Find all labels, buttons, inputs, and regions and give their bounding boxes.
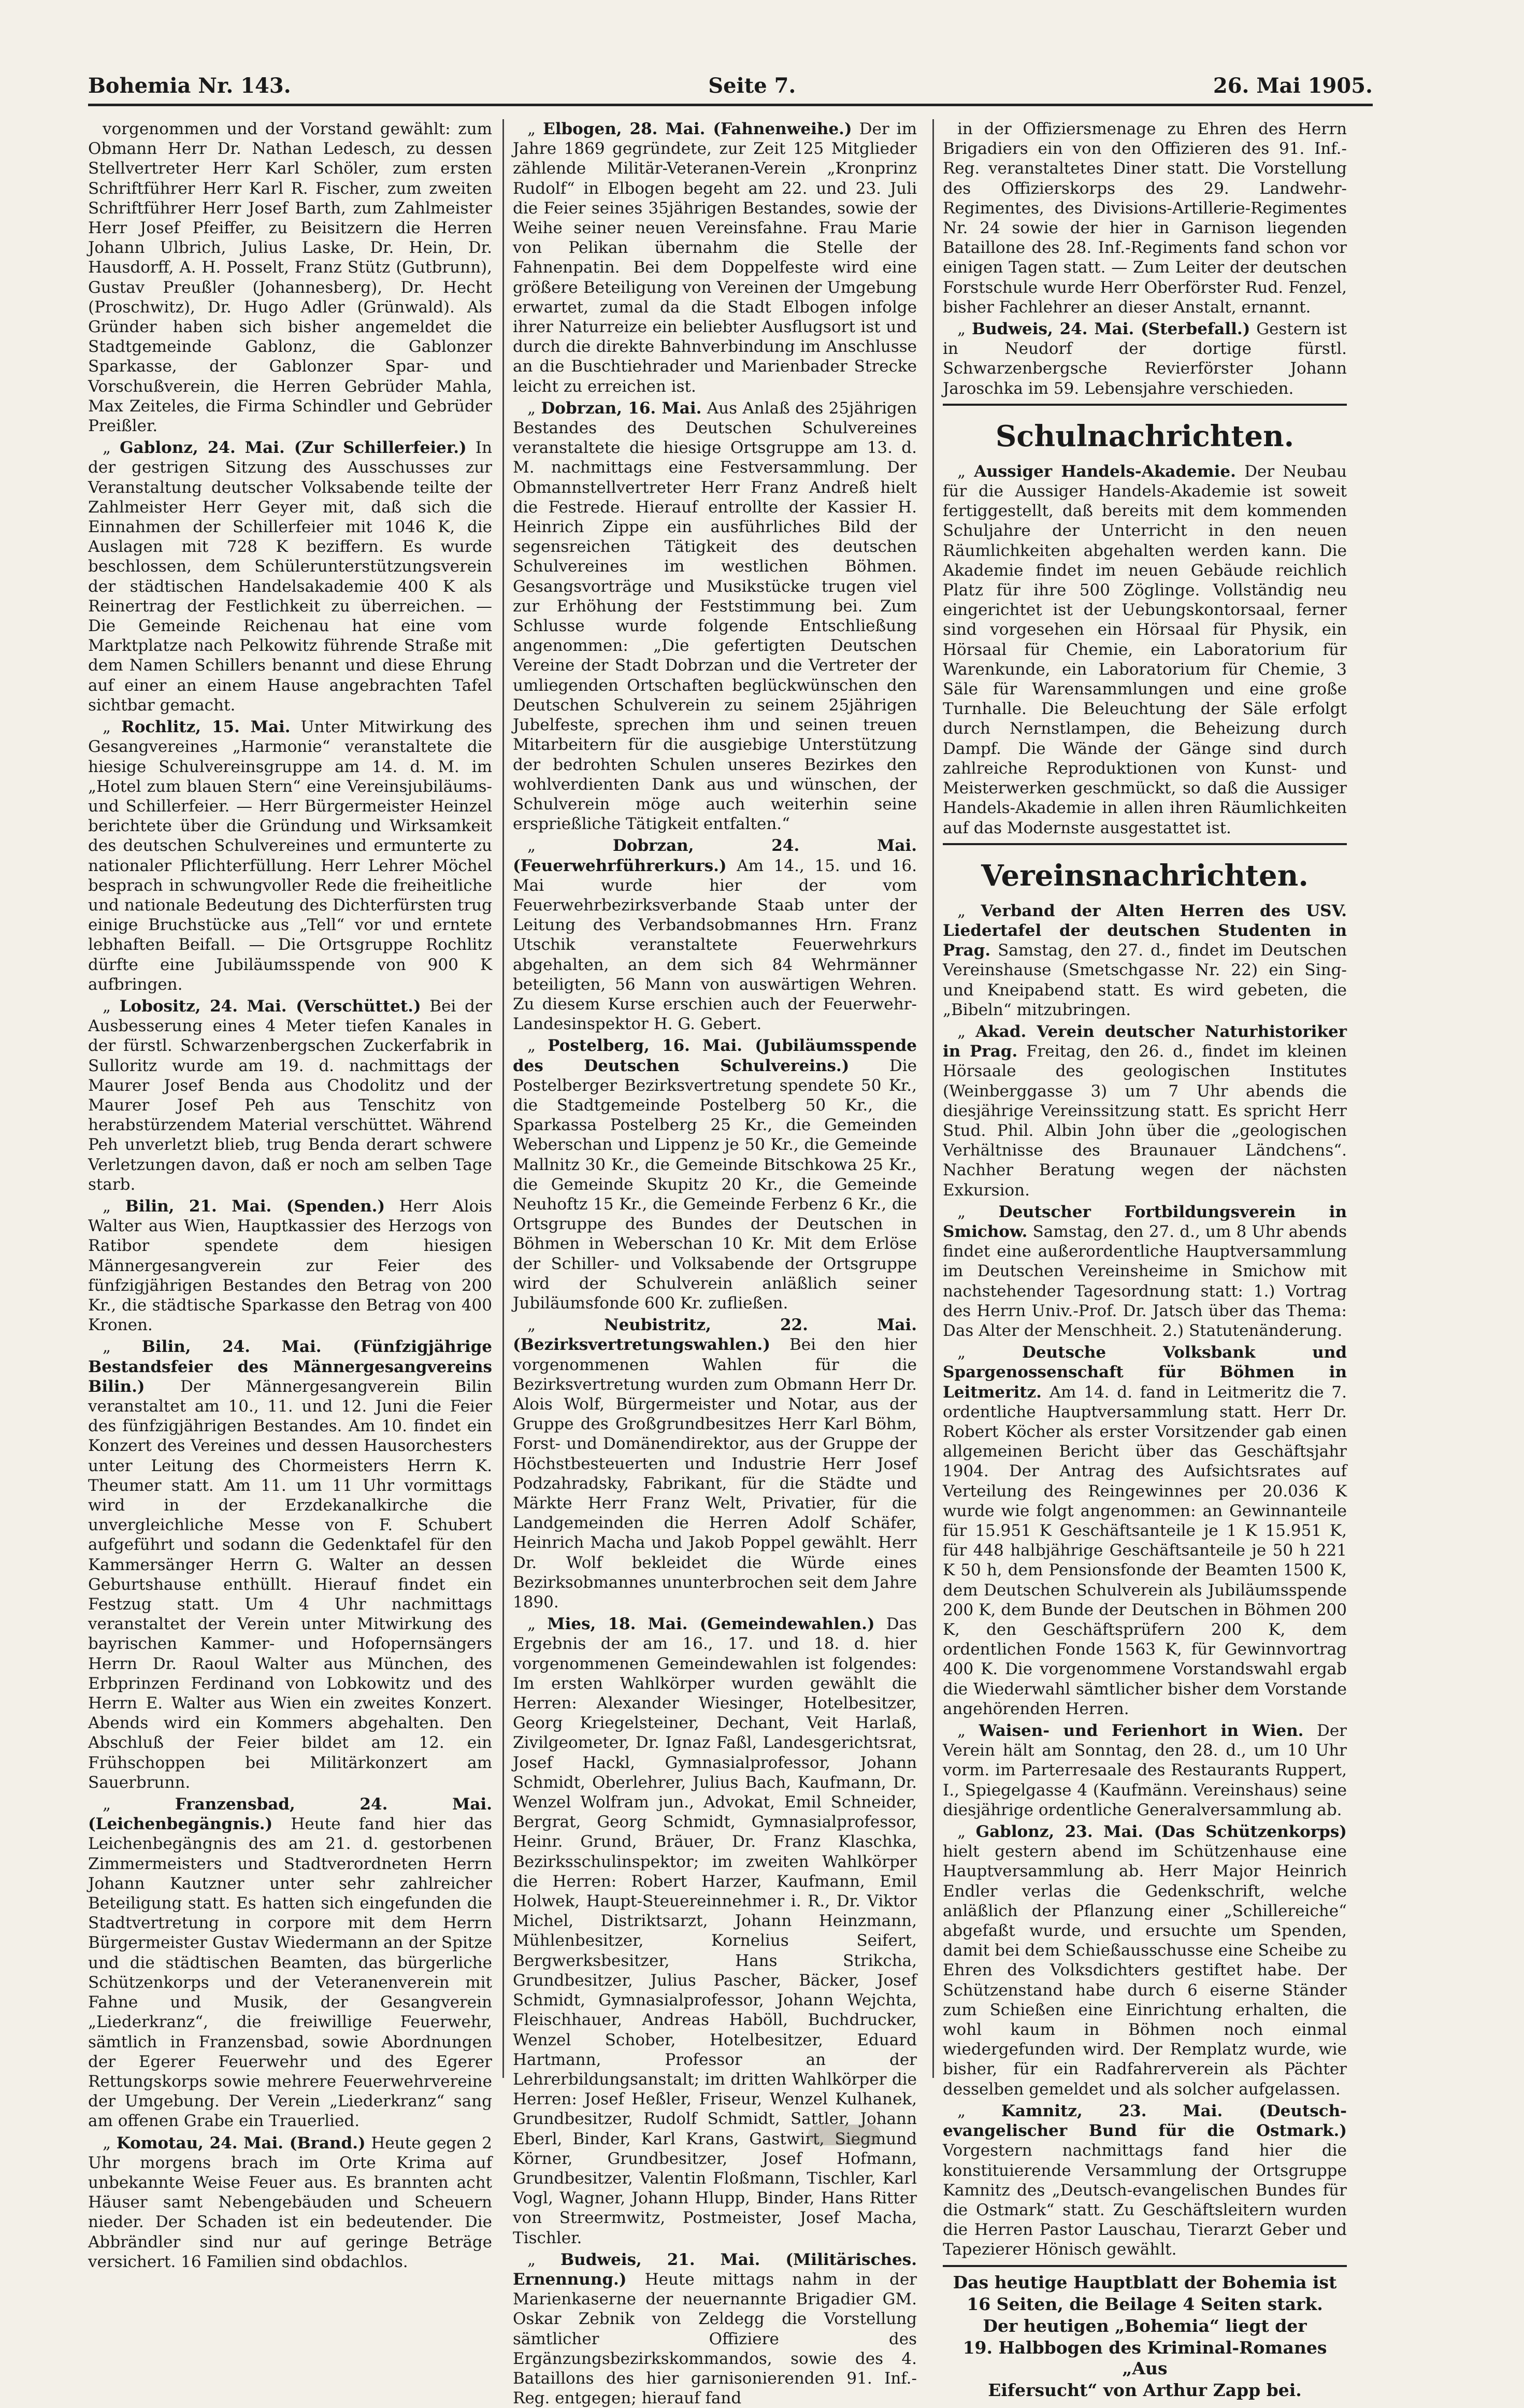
article-body: Bei der Ausbesserung eines 4 Meter tiefen Kanales in der fürstl. Schwarzenbergschen Zuckerfabrik in Sulloritz wurde am 19. d. nachmittags der Maurer Josef Benda aus Chodolitz und der Maurer Josef Peh aus Tenschitz von herabstürzendem Material verschüttet. Während Peh unverletzt blieb, trug Benda derart schwere Verletzungen davon, daß er noch am selben Tage starb.: [88, 996, 492, 1194]
article-headline: Bilin, 21. Mai. (Spenden.): [125, 1196, 385, 1216]
news-article: [513, 119, 917, 396]
news-article: [943, 1202, 1347, 1341]
news-article: [513, 1614, 917, 2248]
article-headline: Elbogen, 28. Mai. (Fahnenweihe.): [543, 120, 852, 138]
column-2: [513, 119, 917, 2408]
article-paragraph: „ Neubistritz, 22. Mai. (Bezirksvertretungswahlen.) Bei den hier vorgenommenen Wahlen für die Bezirksvertretung wurden zum Obmann Herr Dr. Alois Wolf, Bürgermeister und Notar, aus der Gruppe des Großgrundbesitzes Herr Karl Böhm, Forst- und Domänendirektor, aus der Gruppe der Höchstbesteuerten und Industrie Herr Josef Podzahradsky, Fabrikant, für die Städte und Märkte Herr Franz Welt, Privatier, für die Landgemeinden die Herren Adolf Schäfer, Heinrich Macha und Jakob Poppel gewählt. Herr Dr. Wolf bekleidet die Würde eines Bezirksobmannes ununterbrochen seit dem Jahre 1890.: [513, 1316, 917, 1612]
column-rule-2: [932, 119, 934, 2078]
article-body: Die Postelberger Bezirksvertretung spendete 50 Kr., die Stadtgemeinde Postelberg 50 Kr., die Sparkassa Postelberg 25 Kr., die Gemeinden Weberschan und Lippenz je 50 Kr., die Gemeinde Mallnitz 30 Kr., die Gemeinde Bitschkowa 25 Kr., die Gemeinde Skupitz 20 Kr., die Gemeinde Neuhoftz 15 Kr., die Gemeinde Ferbenz 6 Kr., die Ortsgruppe des Bundes der Deutschen in Böhmen in Weberschan 10 Kr. Mit dem Erlöse der Schiller- und Volksabende der Ortsgruppe wird der Schulverein anläßlich seiner Jubiläumsfonde 600 Kr. zufließen.: [513, 1056, 917, 1313]
article-body: Aus Anlaß des 25jährigen Bestandes des Deutschen Schulvereines veranstaltete die hiesige Ortsgruppe am 13. d. M. nachmittags eine Festversammlung. Der Obmannstellvertreter Herr Franz Andreß hielt die Festrede. Hierauf entrollte der Kassier H. Heinrich Zippe ein ausführliches Bild der segensreichen Tätigkeit des deutschen Schulvereines im westlichen Böhmen. Gesangsvorträge und Musikstücke trugen viel zur Erhöhung der Feststimmung bei. Zum Schlusse wurde folgende Entschließung angenommen: „Die gefertigten Deutschen Vereine der Stadt Dobrzan und die Vertreter der umliegenden Ortschaften beglückwünschen den Deutschen Schulverein zu seinem 25jährigen Jubelfeste, sprechen ihm und seinen treuen Mitarbeitern für die ausgiebige Unterstützung der bedrohten Schulen unseres Bezirkes den wohlverdienten Dank aus und wünschen, der Schulverein möge auch weiterhin seine ersprießliche Tätigkeit entfalten.“: [513, 398, 917, 834]
section-divider: [943, 843, 1347, 845]
article-headline: Verband der Alten Herren des USV. Liedertafel der deutschen Studenten in Prag.: [943, 901, 1347, 960]
article-headline: Dobrzan, 24. Mai. (Feuerwehrführerkurs.): [513, 836, 917, 875]
column-rule-1: [502, 119, 504, 2078]
notice-line: 16 Seiten, die Beilage 4 Seiten stark.: [967, 2293, 1323, 2314]
article-body: Heute gegen 2 Uhr morgens brach im Orte Krima auf unbekannte Weise Feuer aus. Es brannten acht Häuser samt Nebengebäuden und Scheuern nieder. Der Schaden ist ein bedeutender. Die Abbrändler sind nur auf geringe Beträge versichert. 16 Familien sind obdachlos.: [88, 2133, 492, 2271]
article-body: Der Männergesangverein Bilin veranstaltet am 10., 11. und 12. Juni die Feier des fünfzigjährigen Bestandes. Am 10. findet ein Konzert des Vereines und dessen Hausorchesters unter Leitung des Chormeisters Herrn K. Theumer statt. Am 11. um 11 Uhr vormittags wird in der Erzdekanalkirche die unvergleichliche Messe von F. Schubert aufgeführt und sodann die Gedenktafel für den Kammersänger Herrn G. Walter an dessen Geburtshause enthüllt. Hierauf findet ein Festzug statt. Um 4 Uhr nachmittags veranstaltet der Verein unter Mitwirkung des bayrischen Kammer- und Hofopernsängers Herrn Dr. Raoul Walter aus München, des Erbprinzen Ferdinand von Lobkowitz und des Herrn E. Walter aus Wien ein zweites Konzert. Abends wird ein Kommers abgehalten. Den Abschluß der Feier bildet am 12. ein Frühschoppen bei Militärkonzert am Sauerbrunn.: [88, 1377, 492, 1792]
article-paragraph: „ Mies, 18. Mai. (Gemeindewahlen.) Das Ergebnis der am 16., 17. und 18. d. hier vorgenommenen Gemeindewahlen ist folgendes: Im ersten Wahlkörper wurden gewählt die Herren: Alexander Wiesinger, Hotelbesitzer, Georg Kriegelsteiner, Dechant, Veit Harlaß, Zivilgeometer, Dr. Ignaz Faßl, Landesgerichtsrat, Josef Hackl, Gymnasialprofessor, Johann Schmidt, Oberlehrer, Julius Bach, Kaufmann, Dr. Wenzel Wolfram jun., Advokat, Emil Schneider, Bergrat, Georg Schmidt, Gymnasialprofessor, Heinr. Grund, Bräuer, Dr. Franz Klaschka, Bezirksschulinspektor; im zweiten Wahlkörper die Herren: Robert Harzer, Kaufmann, Emil Holwek, Haupt-Steuereinnehmer i. R., Dr. Viktor Michel, Distriktsarzt, Johann Heinzmann, Mühlenbesitzer, Kornelius Seifert, Bergwerksbesitzer, Hans Strikcha, Grundbesitzer, Julius Pascher, Bäcker, Josef Schmidt, Gymnasialprofessor, Johann Wejchta, Fleischhauer, Andreas Haböll, Buchdrucker, Wenzel Schober, Hotelbesitzer, Eduard Hartmann, Professor an der Lehrerbildungsanstalt; im dritten Wahlkörper die Herren: Josef Heßler, Friseur, Wenzel Kulhanek, Grundbesitzer, Rudolf Schmidt, Sattler, Johann Eberl, Binder, Karl Krans, Gastwirt, Siegmund Körner, Grundbesitzer, Josef Hofmann, Grundbesitzer, Valentin Floßmann, Tischler, Karl Vogl, Wagner, Johann Hlupp, Binder, Hans Ritter von Streermwitz, Postmeister, Josef Macha, Tischler.: [513, 1615, 917, 2247]
article-headline: Bilin, 24. Mai. (Fünfzigjährige Bestandsfeier des Männergesangvereins Bilin.): [88, 1337, 493, 1396]
article-headline: Gablonz, 24. Mai. (Zur Schillerfeier.): [120, 438, 467, 458]
article-paragraph: „ Deutsche Volksbank und Spargenossenschaft für Böhmen in Leitmeritz. Am 14. d. fand in Leitmeritz die 7. ordentliche Hauptversammlung statt. Herr Dr. Robert Köcher als erster Vorsitzender gab einen allgemeinen Bericht über das Geschäftsjahr 1904. Der Antrag des Aufsichtsrates auf Verteilung des Reingewinnes per 20.036 K wurde wie folgt angenommen: an Gewinnanteile für 15.951 K Geschäftsanteile je 1 K 15.951 K, für 448 halbjährige Geschäftsanteile je 50 h 221 K 50 h, dem Pensionsfonde der Beamten 1500 K, dem Deutschen Schulverein als Jubiläumsspende 200 K, dem Bunde der Deutschen in Böhmen 200 K, den Geschäftsprüfern 200 K, dem ordentlichen Fonde 1563 K, für Gewinnvortrag 400 K. Die vorgenommene Vorstandswahl ergab die Wiederwahl sämtlicher bisher dem Vorstande angehörenden Herren.: [943, 1343, 1347, 1718]
article-paragraph: „ Gablonz, 24. Mai. (Zur Schillerfeier.) In der gestrigen Sitzung des Ausschusses zur Veranstaltung deutscher Volksabende teilte der Zahlmeister Herr Geyer mit, daß sich die Einnahmen der Schillerfeier mit 1046 K, die Auslagen mit 728 K beziffern. Es wurde beschlossen, dem Schülerunterstützungsverein der städtischen Handelsakademie 400 K als Reinertrag der Festlichkeit zu überreichen. — Die Gemeinde Reichenau hat eine vom Marktplatze nach Pelkowitz führende Straße mit dem Namen Schillers benannt und diese Ehrung auf einer an einem Hause angebrachten Tafel sichtbar gemacht.: [88, 438, 492, 715]
article-paragraph: „ Gablonz, 23. Mai. (Das Schützenkorps) hielt gestern abend im Schützenhause eine Hauptversammlung ab. Herr Major Heinrich Endler verlas die Gedenkschrift, welche anläßlich der Pflanzung einer „Schillereiche“ abgefaßt wurde, und ersuchte um Spenden, damit bei dem Schießausschusse eine Scheibe zu Ehren des Volksdichters gestiftet habe. Der Schützenstand habe durch 6 eiserne Ständer zum Schießen eine Einrichtung erhalten, die wohl kaum in Böhmen noch einmal wiedergefunden wird. Der Remplatz wurde, wie bisher, für ein Radfahrerverein als Pächter desselben gemeldet und als solcher aufgelassen.: [943, 1822, 1347, 2099]
article-paragraph: [943, 119, 1347, 317]
header-page-number: Seite 7.: [708, 73, 796, 98]
news-article: [88, 717, 492, 994]
article-headline: Deutscher Fortbildungsverein in Smichow.: [943, 1202, 1347, 1241]
article-headline: Rochlitz, 15. Mai.: [121, 718, 291, 737]
article-headline: Gablonz, 23. Mai. (Das Schützenkorps): [975, 1822, 1347, 1842]
article-headline: Komotau, 24. Mai. (Brand.): [116, 2133, 366, 2153]
header-date: 26. Mai 1905.: [1213, 73, 1373, 98]
article-body: Vorgestern nachmittags fand hier die konstituierende Versammlung der Ortsgruppe Kamnitz des „Deutsch-evangelischen Bundes für die Ostmark“ statt. Zu Geschäftsleitern wurden die Herren Pastor Lauschau, Tierarzt Geber und Tapezierer Hönisch gewählt.: [943, 2141, 1347, 2259]
article-paragraph: [88, 119, 492, 436]
article-paragraph: „ Kamnitz, 23. Mai. (Deutsch-evangelischer Bund für die Ostmark.) Vorgestern nachmittags fand hier die konstituierende Versammlung der Ortsgruppe Kamnitz des „Deutsch-evangelischen Bundes für die Ostmark“ statt. Zu Geschäftsleitern wurden die Herren Pastor Lauschau, Tierarzt Geber und Tapezierer Hönisch gewählt.: [943, 2101, 1347, 2259]
schulnachrichten-articles: [943, 462, 1347, 838]
notice-divider: [943, 2265, 1347, 2267]
page-header: [88, 67, 1373, 106]
article-body: Gestern ist in Neudorf der dortige fürstl. Schwarzenbergsche Revierförster Johann Jaroschka im 59. Lebensjahre verschieden.: [943, 320, 1347, 398]
article-paragraph: „ Verband der Alten Herren des USV. Liedertafel der deutschen Studenten in Prag. Samstag, den 27. d., findet im Deutschen Vereinshause (Smetschgasse Nr. 22) ein Sing- und Kneipabend statt. Es wird gebeten, die „Bibeln“ mitzubringen.: [943, 901, 1347, 1019]
article-headline: Waisen- und Ferienhort in Wien.: [979, 1721, 1304, 1741]
article-headline: Kamnitz, 23. Mai. (Deutsch-evangelischer Bund für die Ostmark.): [943, 2101, 1347, 2141]
article-body: Freitag, den 26. d., findet im kleinen Hörsaale des geologischen Institutes (Weinberggasse 3) um 7 Uhr abends die diesjährige Vereinssitzung statt. Es spricht Herr Stud. Phil. Albin John über die „geologischen Verhältnisse des Braunauer Ländchens“. Nachher Beratung wegen der nächsten Exkursion.: [943, 1042, 1347, 1200]
news-article: [513, 398, 917, 834]
article-body: Heute fand hier das Leichenbegängnis des am 21. d. gestorbenen Zimmermeisters und Stadtverordneten Herrn Johann Kautzner unter sehr zahlreicher Beteiligung statt. Es hatten sich eingefunden die Stadtvertretung in corpore mit dem Herrn Bürgermeister Gustav Wiedermann an der Spitze und die städtischen Beamten, das bürgerliche Schützenkorps und der Veteranenverein mit Fahne und Musik, der Gesangverein „Liederkranz“, die freiwillige Feuerwehr, sämtlich in Franzensbad, sowie Abordnungen der Egerer Feuerwehr und des Egerer Rettungskorps sowie mehrere Feuerwehrvereine der Umgebung. Der Verein „Liederkranz“ sang am offenen Grabe ein Trauerlied.: [88, 1815, 492, 2131]
article-paragraph: „ Bilin, 21. Mai. (Spenden.) Herr Alois Walter aus Wien, Hauptkassier des Herzogs von Ratibor spendete dem hiesigen Männergesangverein zur Feier des fünfzigjährigen Bestandes den Betrag von 200 Kr., die städtische Sparkasse den Betrag von 400 Kronen.: [88, 1196, 493, 1335]
vereinsnachrichten-articles: [943, 901, 1347, 2260]
news-article: [88, 1196, 492, 1335]
news-article: [88, 438, 492, 715]
article-paragraph: „ Waisen- und Ferienhort in Wien. Der Verein hält am Sonntag, den 28. d., um 10 Uhr vorm. im Parterresaale des Restaurants Ruppert, I., Spiegelgasse 4 (Kaufmänn. Vereinshaus) seine diesjährige ordentliche Generalversammlung ab.: [943, 1721, 1347, 1819]
news-article: [513, 1036, 917, 1313]
article-headline: Budweis, 21. Mai. (Militärisches. Ernennung.): [513, 2250, 917, 2289]
article-paragraph: „ Akad. Verein deutscher Naturhistoriker in Prag. Freitag, den 26. d., findet im kleinen Hörsaale des geologischen Institutes (Weinberggasse 3) um 7 Uhr abends die diesjährige Vereinssitzung statt. Es spricht Herr Stud. Phil. Albin John über die „geologischen Verhältnisse des Braunauer Ländchens“. Nachher Beratung wegen der nächsten Exkursion.: [943, 1022, 1347, 1200]
article-body: in der Offiziersmenage zu Ehren des Herrn Brigadiers ein von den Offizieren des 91. Inf.-Reg. veranstaltetes Diner statt. Die Vorstellung des Offizierskorps des 29. Landwehr-Regimentes, des Divisions-Artillerie-Regimentes Nr. 24 sowie der hier in Garnison liegenden Bataillone des 28. Inf.-Regiments fand schon vor einigen Tagen statt. — Zum Leiter der deutschen Forstschule wurde Herr Oberförster Rud. Fenzel, bisher Fachlehrer an dieser Anstalt, ernannt.: [943, 120, 1347, 317]
section-title-schulnachrichten: Schulnachrichten.: [995, 419, 1295, 453]
news-article: [88, 2133, 492, 2272]
news-article: [943, 2101, 1347, 2260]
news-article: [513, 836, 917, 1034]
header-issue: Bohemia Nr. 143.: [88, 73, 291, 98]
article-paragraph: „ Dobrzan, 16. Mai. Aus Anlaß des 25jährigen Bestandes des Deutschen Schulvereines veranstaltete die hiesige Ortsgruppe am 13. d. M. nachmittags eine Festversammlung. Der Obmannstellvertreter Herr Franz Andreß hielt die Festrede. Hierauf entrollte der Kassier H. Heinrich Zippe ein ausführliches Bild der segensreichen Tätigkeit des deutschen Schulvereines im westlichen Böhmen. Gesangsvorträge und Musikstücke trugen viel zur Erhöhung der Feststimmung bei. Zum Schlusse wurde folgende Entschließung angenommen: „Die gefertigten Deutschen Vereine der Stadt Dobrzan und die Vertreter der umliegenden Ortschaften beglückwünschen den Deutschen Schulverein zu seinem 25jährigen Jubelfeste, sprechen ihm und seinen treuen Mitarbeitern für die ausgiebige Unterstützung der bedrohten Schulen unseres Bezirkes den wohlverdienten Dank aus und wünschen, der Schulverein möge auch weiterhin seine ersprießliche Tätigkeit entfalten.“: [513, 398, 917, 834]
news-article: [943, 1343, 1347, 1719]
article-body: Am 14. d. fand in Leitmeritz die 7. ordentliche Hauptversammlung statt. Herr Dr. Robert Köcher als erster Vorsitzender gab einen allgemeinen Bericht über das Geschäftsjahr 1904. Der Antrag des Aufsichtsrates auf Verteilung des Reingewinnes per 20.036 K wurde wie folgt angenommen: an Gewinnanteile für 15.951 K Geschäftsanteile je 1 K 15.951 K, für 448 halbjährige Geschäftsanteile je 50 h 221 K 50 h, dem Pensionsfonde der Beamten 1500 K, dem Deutschen Schulverein als Jubiläumsspende 200 K, dem Bunde der Deutschen in Böhmen 200 K, den Geschäftsprüfern 200 K, dem ordentlichen Fonde 1563 K, für Gewinnvortrag 400 K. Die vorgenommene Vorstandswahl ergab die Wiederwahl sämtlicher bisher dem Vorstande angehörenden Herren.: [943, 1383, 1347, 1718]
paper-stain: [808, 2125, 881, 2145]
article-body: Samstag, den 27. d., findet im Deutschen Vereinshause (Smetschgasse Nr. 22) ein Sing- und Kneipabend statt. Es wird gebeten, die „Bibeln“ mitzubringen.: [943, 941, 1347, 1019]
article-headline: Dobrzan, 16. Mai.: [541, 398, 702, 418]
article-body: Der Neubau für die Aussiger Handels-Akademie ist soweit fertiggestellt, daß bereits mit dem kommenden Schuljahre der Unterricht in den neuen Räumlichkeiten abgehalten werden kann. Die Akademie findet im neuen Gebäude reichlich Platz für ihre 500 Zöglinge. Vollständig neu eingerichtet ist der Uebungskontorsaal, ferner sind vorgesehen ein Hörsaal für Physik, ein Hörsaal für Chemie, ein Laboratorium für Warenkunde, ein Laboratorium für Chemie, 3 Säle für Warensammlungen und eine große Turnhalle. Die Beleuchtung der Säle erfolgt durch Nernstlampen, die Beheizung durch Dampf. Die Wände der Gänge sind durch zahlreiche Reproduktionen von Kunst- und Meisterwerken geschmückt, so daß die Aussiger Handels-Akademie in allen ihren Räumlichkeiten auf das Modernste ausgestattet ist.: [943, 462, 1347, 837]
news-article: [943, 1822, 1347, 2099]
section-title-vereinsnachrichten: Vereinsnachrichten.: [981, 858, 1309, 893]
news-article: [943, 119, 1347, 317]
article-headline: Neubistritz, 22. Mai. (Bezirksvertretungswahlen.): [513, 1316, 917, 1355]
news-article: [88, 1794, 492, 2131]
news-article: [513, 1315, 917, 1612]
article-headline: Budweis, 24. Mai. (Sterbefall.): [971, 320, 1250, 339]
article-body: Das Ergebnis der am 16., 17. und 18. d. hier vorgenommenen Gemeindewahlen ist folgendes: Im ersten Wahlkörper wurden gewählt die Herren: Alexander Wiesinger, Hotelbesitzer, Georg Kriegelsteiner, Dechant, Veit Harlaß, Zivilgeometer, Dr. Ignaz Faßl, Landesgerichtsrat, Josef Hackl, Gymnasialprofessor, Johann Schmidt, Oberlehrer, Julius Bach, Kaufmann, Dr. Wenzel Wolfram jun., Advokat, Emil Schneider, Bergrat, Georg Schmidt, Gymnasialprofessor, Heinr. Grund, Bräuer, Dr. Franz Klaschka, Bezirksschulinspektor; im zweiten Wahlkörper die Herren: Robert Harzer, Kaufmann, Emil Holwek, Haupt-Steuereinnehmer i. R., Dr. Viktor Michel, Distriktsarzt, Johann Heinzmann, Mühlenbesitzer, Kornelius Seifert, Bergwerksbesitzer, Hans Strikcha, Grundbesitzer, Julius Pascher, Bäcker, Josef Schmidt, Gymnasialprofessor, Johann Wejchta, Fleischhauer, Andreas Haböll, Buchdrucker, Wenzel Schober, Hotelbesitzer, Eduard Hartmann, Professor an der Lehrerbildungsanstalt; im dritten Wahlkörper die Herren: Josef Heßler, Friseur, Wenzel Kulhanek, Grundbesitzer, Rudolf Schmidt, Sattler, Johann Eberl, Binder, Karl Krans, Gastwirt, Siegmund Körner, Grundbesitzer, Josef Hofmann, Grundbesitzer, Valentin Floßmann, Tischler, Karl Vogl, Wagner, Johann Hlupp, Binder, Hans Ritter von Streermwitz, Postmeister, Josef Macha, Tischler.: [513, 1615, 917, 2247]
article-paragraph: „ Komotau, 24. Mai. (Brand.) Heute gegen 2 Uhr morgens brach im Orte Krima auf unbekannte Weise Feuer aus. Es brannten acht Häuser samt Nebengebäuden und Scheuern nieder. Der Schaden ist ein bedeutender. Die Abbrändler sind nur auf geringe Beträge versichert. 16 Familien sind obdachlos.: [88, 2133, 492, 2271]
article-headline: Lobositz, 24. Mai. (Verschüttet.): [119, 996, 421, 1016]
news-article: [943, 319, 1347, 398]
article-paragraph: „ Bilin, 24. Mai. (Fünfzigjährige Bestandsfeier des Männergesangvereins Bilin.) Der Männergesangverein Bilin veranstaltet am 10., 11. und 12. Juni die Feier des fünfzigjährigen Bestandes. Am 10. findet ein Konzert des Vereines und dessen Hausorchesters unter Leitung des Chormeisters Herrn K. Theumer statt. Am 11. um 11 Uhr vormittags wird in der Erzdekanalkirche die unvergleichliche Messe von F. Schubert aufgeführt und sodann die Gedenktafel für den Kammersänger Herrn G. Walter an dessen Geburtshause enthüllt. Hierauf findet ein Festzug statt. Um 4 Uhr nachmittags veranstaltet der Verein unter Mitwirkung des bayrischen Kammer- und Hofopernsängers Herrn Dr. Raoul Walter aus München, des Erbprinzen Ferdinand von Lobkowitz und des Herrn E. Walter aus Wien ein zweites Konzert. Abends wird ein Kommers abgehalten. Den Abschluß der Feier bildet am 12. ein Frühschoppen bei Militärkonzert am Sauerbrunn.: [88, 1337, 493, 1792]
news-article: [88, 119, 492, 436]
article-headline: Akad. Verein deutscher Naturhistoriker in Prag.: [943, 1022, 1347, 1061]
notice-line: 19. Halbbogen des Kriminal-Romanes „Aus: [962, 2337, 1327, 2378]
news-article: [943, 462, 1347, 838]
article-headline: Postelberg, 16. Mai. (Jubiläumsspende des Deutschen Schulvereins.): [513, 1036, 917, 1075]
article-body: Heute mittags nahm in der Marienkaserne der neuernannte Brigadier GM. Oskar Zebnik von Zeldegg die Vorstellung sämtlicher Offiziere des Ergänzungsbezirkskommandos, sowie des 4. Bataillons des hier garnisonierenden 91. Inf.-Reg. entgegen; hierauf fand: [513, 2270, 917, 2408]
article-body: hielt gestern abend im Schützenhause eine Hauptversammlung ab. Herr Major Heinrich Endler verlas die Gedenkschrift, welche anläßlich der Pflanzung einer „Schillereiche“ abgefaßt wurde, und ersuchte um Spenden, damit bei dem Schießausschusse eine Scheibe zu Ehren des Volksdichters gestiftet habe. Der Schützenstand habe durch 6 eiserne Ständer zum Schießen eine Einrichtung erhalten, die wohl kaum in Böhmen noch einmal wiedergefunden wird. Der Remplatz wurde, wie bisher, für ein Radfahrerverein als Pächter desselben gemeldet und als solcher aufgelassen.: [943, 1842, 1347, 2099]
article-paragraph: „ Budweis, 24. Mai. (Sterbefall.) Gestern ist in Neudorf der dortige fürstl. Schwarzenbergsche Revierförster Johann Jaroschka im 59. Lebensjahre verschieden.: [943, 320, 1347, 398]
news-article: [88, 996, 492, 1194]
article-body: Herr Alois Walter aus Wien, Hauptkassier des Herzogs von Ratibor spendete dem hiesigen Männergesangverein zur Feier des fünfzigjährigen Bestandes den Betrag von 200 Kr., die städtische Sparkasse den Betrag von 400 Kronen.: [88, 1196, 493, 1335]
article-paragraph: „ Aussiger Handels-Akademie. Der Neubau für die Aussiger Handels-Akademie ist soweit fertiggestellt, daß bereits mit dem kommenden Schuljahre der Unterricht in den neuen Räumlichkeiten abgehalten werden kann. Die Akademie findet im neuen Gebäude reichlich Platz für ihre 500 Zöglinge. Vollständig neu eingerichtet ist der Uebungskontorsaal, ferner sind vorgesehen ein Hörsaal für Physik, ein Hörsaal für Chemie, ein Laboratorium für Warenkunde, ein Laboratorium für Chemie, 3 Säle für Warensammlungen und eine große Turnhalle. Die Beleuchtung der Säle erfolgt durch Nernstlampen, die Beheizung durch Dampf. Die Wände der Gänge sind durch zahlreiche Reproduktionen von Kunst- und Meisterwerken geschmückt, so daß die Aussiger Handels-Akademie in allen ihren Räumlichkeiten auf das Modernste ausgestattet ist.: [943, 462, 1347, 837]
article-headline: Franzensbad, 24. Mai. (Leichenbegängnis.): [88, 1795, 492, 1834]
article-paragraph: „ Franzensbad, 24. Mai. (Leichenbegängnis.) Heute fand hier das Leichenbegängnis des am 21. d. gestorbenen Zimmermeisters und Stadtverordneten Herrn Johann Kautzner unter sehr zahlreicher Beteiligung statt. Es hatten sich eingefunden die Stadtvertretung in corpore mit dem Herrn Bürgermeister Gustav Wiedermann an der Spitze und die städtischen Beamten, das bürgerliche Schützenkorps und der Veteranenverein mit Fahne und Musik, der Gesangverein „Liederkranz“, die freiwillige Feuerwehr, sämtlich in Franzensbad, sowie Abordnungen der Egerer Feuerwehr und des Egerer Rettungskorps sowie mehrere Feuerwehrvereine der Umgebung. Der Verein „Liederkranz“ sang am offenen Grabe ein Trauerlied.: [88, 1795, 492, 2131]
issue-notice: [943, 2272, 1347, 2401]
article-paragraph: „ Postelberg, 16. Mai. (Jubiläumsspende des Deutschen Schulvereins.) Die Postelberger Bezirksvertretung spendete 50 Kr., die Stadtgemeinde Postelberg 50 Kr., die Sparkassa Postelberg 25 Kr., die Gemeinden Weberschan und Lippenz je 50 Kr., die Gemeinde Mallnitz 30 Kr., die Gemeinde Bitschkowa 25 Kr., die Gemeinde Skupitz 20 Kr., die Gemeinde Neuhoftz 15 Kr., die Gemeinde Ferbenz 6 Kr., die Ortsgruppe des Bundes der Deutschen in Böhmen in Weberschan 10 Kr. Mit dem Erlöse der Schiller- und Volksabende der Ortsgruppe wird der Schulverein anläßlich seiner Jubiläumsfonde 600 Kr. zufließen.: [513, 1036, 917, 1313]
article-paragraph: „ Lobositz, 24. Mai. (Verschüttet.) Bei der Ausbesserung eines 4 Meter tiefen Kanales in der fürstl. Schwarzenbergschen Zuckerfabrik in Sulloritz wurde am 19. d. nachmittags der Maurer Josef Benda aus Chodolitz und der Maurer Josef Peh aus Tenschitz von herabstürzendem Material verschüttet. Während Peh unverletzt blieb, trug Benda derart schwere Verletzungen davon, daß er noch am selben Tage starb.: [88, 996, 492, 1194]
section-divider: [943, 404, 1347, 406]
news-article: [943, 901, 1347, 1020]
news-article: [513, 2250, 917, 2408]
article-body: Der Verein hält am Sonntag, den 28. d., um 10 Uhr vorm. im Parterresaale des Restaurants Ruppert, I., Spiegelgasse 4 (Kaufmänn. Vereinshaus) seine diesjährige ordentliche Generalversammlung ab.: [943, 1721, 1347, 1819]
news-article: [943, 1721, 1347, 1820]
notice-line: Eifersucht“ von Arthur Zapp bei.: [988, 2379, 1302, 2400]
article-headline: Deutsche Volksbank und Spargenossenschaft für Böhmen in Leitmeritz.: [943, 1343, 1347, 1402]
article-headline: Aussiger Handels-Akademie.: [974, 462, 1236, 481]
article-body: Unter Mitwirkung des Gesangvereines „Harmonie“ veranstaltete die hiesige Schulvereinsgruppe am 14. d. M. im „Hotel zum blauen Stern“ eine Vereinsjubiläums- und Schillerfeier. — Herr Bürgermeister Heinzel berichtete über die Gründung und Wirksamkeit des deutschen Schulvereines und ermunterte zu nationaler Pflichterfüllung. Herr Lehrer Möchel besprach in schwungvoller Rede die freiheitliche und nationale Bedeutung des Dichterfürsten trug einige Bruchstücke aus „Tell“ vor und erntete lebhaften Beifall. — Die Ortsgruppe Rochlitz dürfte eine Jubiläumsspende von 900 K aufbringen.: [88, 718, 492, 994]
news-article: [88, 1337, 492, 1792]
article-body: Samstag, den 27. d., um 8 Uhr abends findet eine außerordentliche Hauptversammlung im Deutschen Vereinsheime in Smichow mit nachstehender Tagesordnung statt: 1.) Vortrag des Herrn Univ.-Prof. Dr. Jatsch über das Thema: Das Alter der Menschheit. 2.) Statutenänderung.: [943, 1222, 1347, 1340]
article-paragraph: „ Deutscher Fortbildungsverein in Smichow. Samstag, den 27. d., um 8 Uhr abends findet eine außerordentliche Hauptversammlung im Deutschen Vereinsheime in Smichow mit nachstehender Tagesordnung statt: 1.) Vortrag des Herrn Univ.-Prof. Dr. Jatsch über das Thema: Das Alter der Menschheit. 2.) Statutenänderung.: [943, 1202, 1347, 1340]
notice-line: Der heutigen „Bohemia“ liegt der: [983, 2315, 1307, 2336]
column-3-top-articles: [943, 119, 1347, 398]
article-body: Am 14., 15. und 16. Mai wurde hier der vom Feuerwehrbezirksverbande Staab unter der Leitung des Verbandsobmannes Hrn. Franz Utschik veranstaltete Feuerwehrkurs abgehalten, an dem sich 84 Wehrmänner beteiligten, 56 Mann von auswärtigen Wehren. Zu diesem Kurse erschien auch der Feuerwehr-Landesinspektor H. G. Gebert.: [513, 856, 917, 1034]
article-body: Der im Jahre 1869 gegründete, zur Zeit 125 Mitglieder zählende Militär-Veteranen-Verein „Kronprinz Rudolf“ in Elbogen begeht am 22. und 23. Juli die Feier seines 35jährigen Bestandes, sowie der Weihe seiner neuen Vereinsfahne. Frau Marie von Pelikan übernahm die Stelle der Fahnenpatin. Bei dem Doppelfeste wird eine größere Beteiligung von Vereinen der Umgebung erwartet, zumal da die Stadt Elbogen infolge ihrer Naturreize ein beliebter Ausflugsort ist und durch die direkte Bahnverbindung im Anschlusse an die Buschtiehrader und Marienbader Strecke leicht zu erreichen ist.: [513, 120, 917, 396]
newspaper-page: [88, 62, 1373, 2408]
article-body: Bei den hier vorgenommenen Wahlen für die Bezirksvertretung wurden zum Obmann Herr Dr. Alois Wolf, Bürgermeister und Notar, aus der Gruppe des Großgrundbesitzes Herr Karl Böhm, Forst- und Domänendirektor, aus der Gruppe der Höchstbesteuerten und Industrie Herr Josef Podzahradsky, Fabrikant, für die Städte und Märkte Herr Franz Welt, Privatier, für die Landgemeinden die Herren Adolf Schäfer, Heinrich Macha und Jakob Poppel gewählt. Herr Dr. Wolf bekleidet die Würde eines Bezirksobmannes ununterbrochen seit dem Jahre 1890.: [513, 1335, 917, 1612]
article-paragraph: „ Rochlitz, 15. Mai. Unter Mitwirkung des Gesangvereines „Harmonie“ veranstaltete die hiesige Schulvereinsgruppe am 14. d. M. im „Hotel zum blauen Stern“ eine Vereinsjubiläums- und Schillerfeier. — Herr Bürgermeister Heinzel berichtete über die Gründung und Wirksamkeit des deutschen Schulvereines und ermunterte zu nationaler Pflichterfüllung. Herr Lehrer Möchel besprach in schwungvoller Rede die freiheitliche und nationale Bedeutung des Dichterfürsten trug einige Bruchstücke aus „Tell“ vor und erntete lebhaften Beifall. — Die Ortsgruppe Rochlitz dürfte eine Jubiläumsspende von 900 K aufbringen.: [88, 718, 492, 994]
article-paragraph: „ Budweis, 21. Mai. (Militärisches. Ernennung.) Heute mittags nahm in der Marienkaserne der neuernannte Brigadier GM. Oskar Zebnik von Zeldegg die Vorstellung sämtlicher Offiziere des Ergänzungsbezirkskommandos, sowie des 4. Bataillons des hier garnisonierenden 91. Inf.-Reg. entgegen; hierauf fand: [513, 2250, 917, 2408]
column-1: [88, 119, 493, 2271]
column-3: [943, 119, 1347, 2400]
notice-line: Das heutige Hauptblatt der Bohemia ist: [953, 2272, 1337, 2292]
news-article: [943, 1022, 1347, 1200]
article-paragraph: „ Elbogen, 28. Mai. (Fahnenweihe.) Der im Jahre 1869 gegründete, zur Zeit 125 Mitglieder zählende Militär-Veteranen-Verein „Kronprinz Rudolf“ in Elbogen begeht am 22. und 23. Juli die Feier seines 35jährigen Bestandes, sowie der Weihe seiner neuen Vereinsfahne. Frau Marie von Pelikan übernahm die Stelle der Fahnenpatin. Bei dem Doppelfeste wird eine größere Beteiligung von Vereinen der Umgebung erwartet, zumal da die Stadt Elbogen infolge ihrer Naturreize ein beliebter Ausflugsort ist und durch die direkte Bahnverbindung im Anschlusse an die Buschtiehrader und Marienbader Strecke leicht zu erreichen ist.: [513, 120, 917, 396]
article-body: In der gestrigen Sitzung des Ausschusses zur Veranstaltung deutscher Volksabende teilte der Zahlmeister Herr Geyer mit, daß sich die Einnahmen der Schillerfeier mit 1046 K, die Auslagen mit 728 K beziffern. Es wurde beschlossen, dem Schülerunterstützungsverein der städtischen Handelsakademie 400 K als Reinertrag der Festlichkeit zu überreichen. — Die Gemeinde Reichenau hat eine vom Marktplatze nach Pelkowitz führende Straße mit dem Namen Schillers benannt und diese Ehrung auf einer an einem Hause angebrachten Tafel sichtbar gemacht.: [88, 438, 492, 715]
article-paragraph: „ Dobrzan, 24. Mai. (Feuerwehrführerkurs.) Am 14., 15. und 16. Mai wurde hier der vom Feuerwehrbezirksverbande Staab unter der Leitung des Verbandsobmannes Hrn. Franz Utschik veranstaltete Feuerwehrkurs abgehalten, an dem sich 84 Wehrmänner beteiligten, 56 Mann von auswärtigen Wehren. Zu diesem Kurse erschien auch der Feuerwehr-Landesinspektor H. G. Gebert.: [513, 836, 917, 1034]
article-body: vorgenommen und der Vorstand gewählt: zum Obmann Herr Dr. Nathan Ledesch, zu dessen Stellvertreter Herr Karl Schöler, zum ersten Schriftführer Herr Karl R. Fischer, zum zweiten Schriftführer Herr Josef Barth, zum Zahlmeister Herr Josef Pfeiffer, zu Beisitzern die Herren Johann Ulbrich, Julius Laske, Dr. Hein, Dr. Hausdorff, A. H. Posselt, Franz Stütz (Gutbrunn), Gustav Preußler (Johannesberg), Dr. Hecht (Proschwitz), Dr. Hugo Adler (Grünwald). Als Gründer haben sich bisher angemeldet die Stadtgemeinde Gablonz, die Gablonzer Sparkasse, der Gablonzer Spar- und Vorschußverein, die Herren Gebrüder Mahla, Max Zeiteles, die Firma Schindler und Gebrüder Preißler.: [88, 120, 492, 436]
article-headline: Mies, 18. Mai. (Gemeindewahlen.): [547, 1615, 875, 1634]
